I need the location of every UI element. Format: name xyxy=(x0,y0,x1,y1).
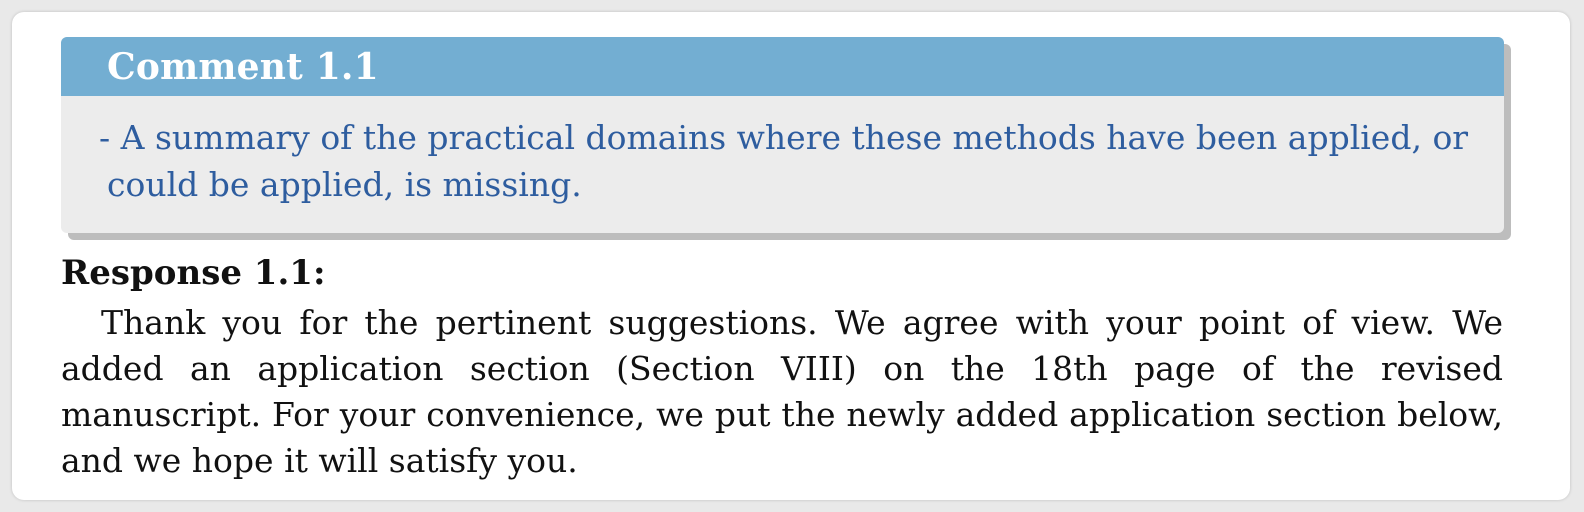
comment-box xyxy=(61,37,1504,233)
comment-body xyxy=(61,96,1504,208)
comment-header xyxy=(61,37,1504,96)
response-text: Thank you for the pertinent suggestions. We agree with your point of view. We added an application section (Section VIII) on the 18th page of the revised manuscript. For your convenience, we put the newly added application section below, and we hope it will satisfy you. xyxy=(61,303,1503,480)
response-title: Response 1.1: xyxy=(61,253,326,293)
comment-text-line-2: could be applied, is missing. xyxy=(107,165,582,204)
comment-text-line-1: - A summary of the practical domains where these methods have been applied, or xyxy=(99,118,1469,157)
document-page xyxy=(12,12,1570,500)
comment-title: Comment 1.1 xyxy=(107,45,379,88)
response-section xyxy=(61,250,1503,484)
